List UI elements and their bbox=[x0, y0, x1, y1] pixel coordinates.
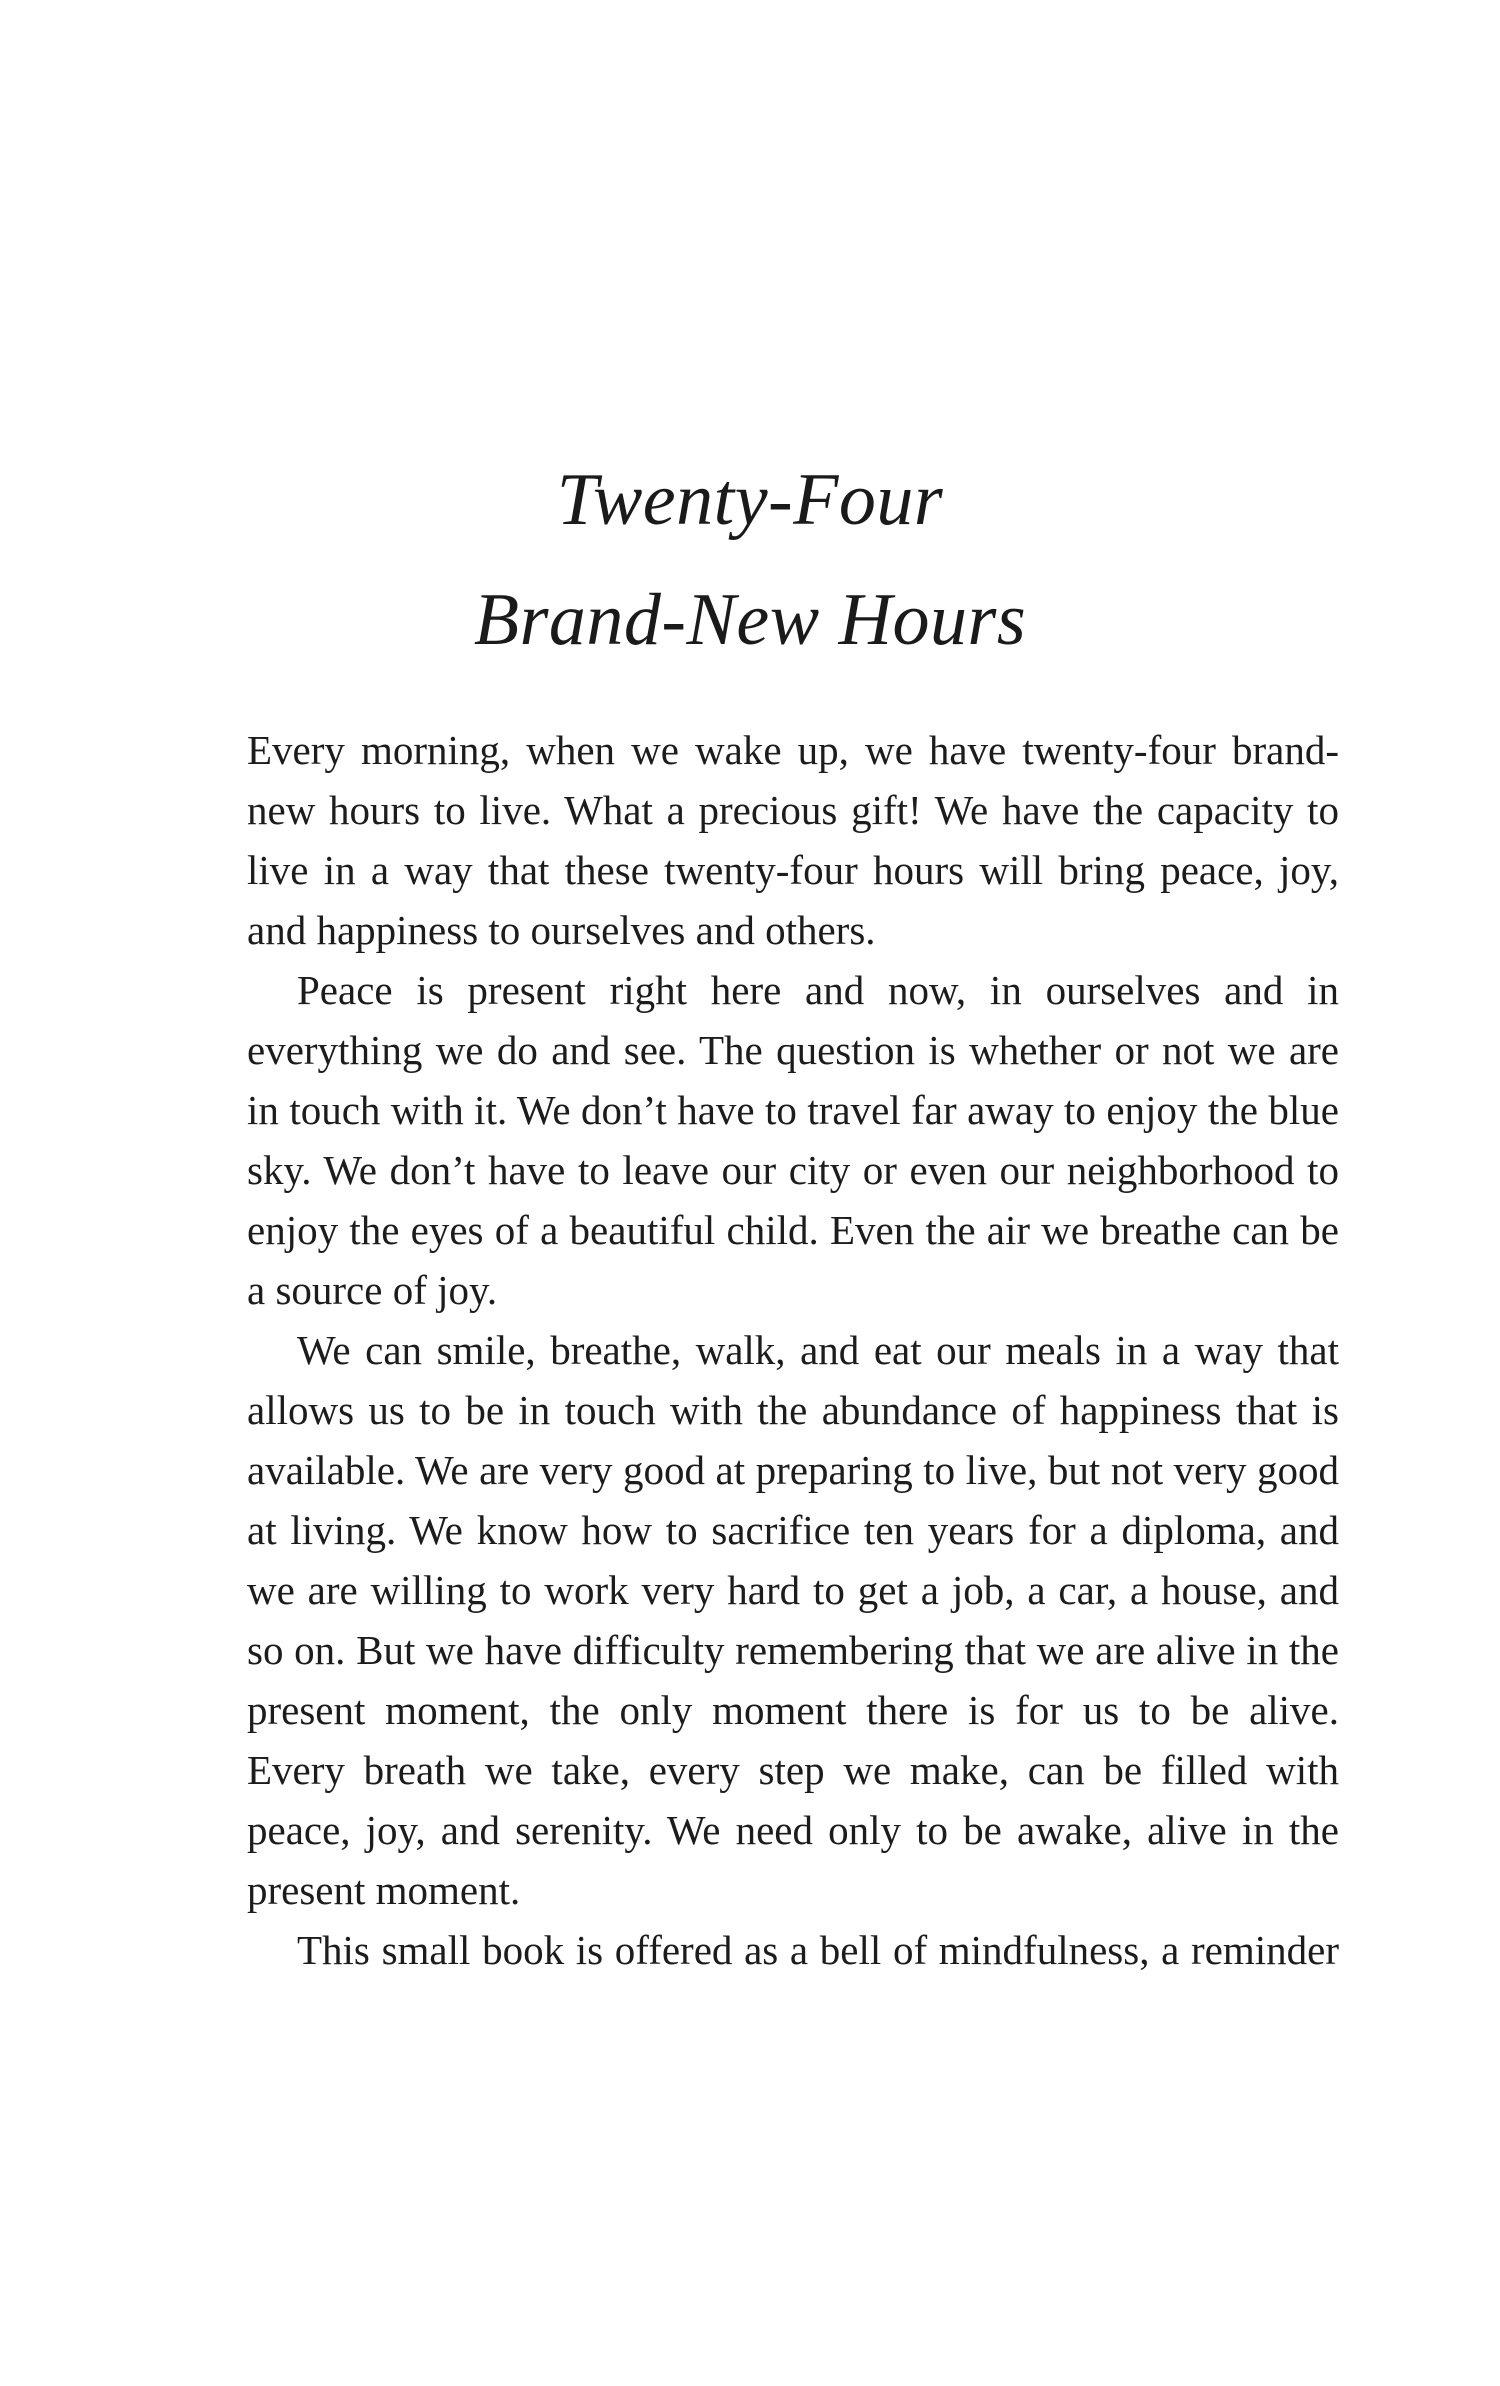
paragraph: Every morning, when we wake up, we have twenty-four brand-new hours to live. What a precious gift! We have the capacity to live in a way that these twenty-four hours will bring peace, joy, and happiness to ourselves and others. bbox=[247, 727, 1339, 953]
chapter-title-line-2: Brand-New Hours bbox=[473, 579, 1027, 661]
paragraph: Peace is present right here and now, in ourselves and in everything we do and see. The question is whether or not we are in touch with it. We don’t have to travel far away to enjoy the blue sky. We don’t have to leave our city or even our neighborhood to enjoy the eyes of a beautiful child. Even the air we breathe can be a source of joy. bbox=[247, 967, 1339, 1313]
chapter-title bbox=[0, 440, 1500, 680]
chapter-title-line-1: Twenty-Four bbox=[556, 459, 944, 541]
paragraph: We can smile, breathe, walk, and eat our meals in a way that allows us to be in touch with the abundance of happiness that is available. We are very good at preparing to live, but not very good at living. We know how to sacrifice ten years for a diploma, and we are willing to work very hard to get a job, a car, a house, and so on. But we have difficulty remembering that we are alive in the present moment, the only moment there is for us to be alive. Every breath we take, every step we make, can be filled with peace, joy, and serenity. We need only to be awake, alive in the present moment. bbox=[247, 1327, 1339, 1913]
chapter-body bbox=[247, 720, 1339, 1980]
paragraph: This small book is offered as a bell of mindfulness, a reminder bbox=[297, 1927, 1339, 1973]
